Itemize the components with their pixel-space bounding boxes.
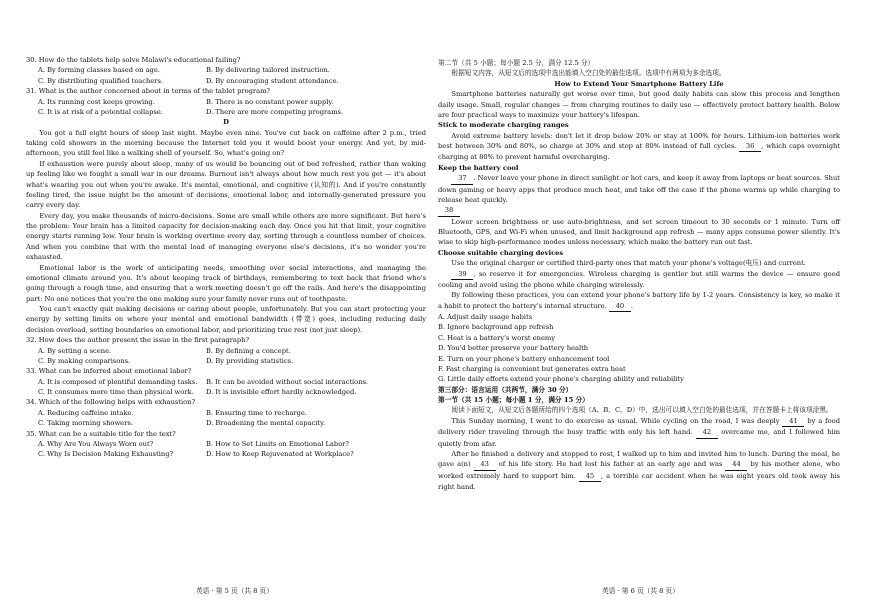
q34-option-b: B. Ensuring time to recharge.: [206, 408, 307, 417]
q31-option-a: A. Its running cost keeps growing.: [38, 97, 155, 106]
cloze2-part-c: by his mother alone, who worked extremely hard to support him.: [438, 460, 840, 480]
passage-d-paragraph-1: You got a full eight hours of sleep last night. Maybe even nine. You've cut back on caffeine after 2 p.m., tried taking cold showers in the morning because the Internet told you it would boost your energy. And yet, by mid-afternoon, you still feel like a walking shell of yourself. So, what's going on?: [26, 128, 426, 158]
p5-text-after: .: [630, 301, 634, 310]
paragraph-fast-charging: [438, 269, 840, 291]
q32-option-a: A. By setting a scene.: [38, 346, 112, 355]
paragraph-screen-settings: Lower screen brightness or use auto-brightness, and set screen timeout to 30 seconds or 1 minute. Turn off Bluetooth, GPS, and Wi-Fi when unused, and limit background app refresh — many apps consume power silently. It's wise to skip high-performance modes unless necessary, which make the battery run out fast.: [438, 217, 840, 247]
question-33: [26, 366, 426, 397]
blank-38-line: [438, 205, 840, 216]
cloze1-part-c: overcame me, and I followed him quietly from afar.: [438, 428, 840, 448]
question-30-stem: 30. How do the tablets help solve Malawi's educational failing?: [26, 56, 241, 64]
q32-option-b: B. By defining a concept.: [206, 346, 291, 355]
option-g: G. Little daily efforts extend your phone's charging ability and reliability: [438, 375, 684, 384]
blank-39: 39: [451, 269, 473, 280]
blank-37: 37: [451, 173, 473, 184]
blank-43: 43: [474, 459, 496, 470]
q34-option-d: D. Broadening the mental capacity.: [206, 419, 326, 428]
cloze2-part-a: After he finished a delivery and stopped to rest, I walked up to him and invited him to lunch. During the meal, he gave a(n): [438, 449, 840, 469]
subheading-keep-cool: Keep the battery cool: [438, 163, 519, 172]
q33-option-a: A. It is composed of plentiful demanding tasks.: [38, 377, 198, 386]
blank-40: 40: [609, 301, 631, 312]
question-34-stem: 34. Which of the following helps with exhaustion?: [26, 398, 196, 407]
option-f: F. Fast charging is convenient but generates extra heat: [438, 364, 626, 373]
q34-option-a: A. Reducing caffeine intake.: [38, 408, 134, 417]
question-31: [26, 86, 426, 117]
cloze2-part-b: of his life story. He had lost his father at an early age and was: [498, 460, 723, 469]
blank-45: 45: [579, 471, 601, 482]
passage-d-label: D: [223, 118, 229, 127]
q31-option-b: B. There is no constant power supply.: [206, 97, 334, 106]
p4-text-after: , so reserve it for emergencies. Wireless charging is gentler but still warms the device — ensure good cooling and avoid using the phone while charging wirelessly.: [438, 269, 840, 289]
q35-option-b: B. How to Set Limits on Emotional Labor?: [206, 439, 350, 448]
option-b: B. Ignore background app refresh: [438, 323, 554, 332]
p1-text-before: Avoid extreme battery levels: don't let it drop below 20% or stay at 100% for hours. Lithium-ion batteries work best between 30% and 80%, so charge at 30% and stop at 80% instead of full cycles.: [438, 131, 840, 150]
q32-option-d: D. By providing statistics.: [206, 356, 294, 365]
q35-option-a: A. Why Are You Always Worn out?: [38, 439, 154, 448]
part-3-heading: 第三部分：语言运用（共两节，满分 30 分）: [438, 385, 573, 394]
paragraph-charger-intro: Use the original charger or certified third-party ones that match your phone's voltage(电压) and current.: [451, 259, 806, 268]
passage-title: How to Extend Your Smartphone Battery Life: [554, 79, 724, 88]
cloze1-part-b: by a food delivery rider traveling through the busy traffic with only his left hand.: [438, 416, 840, 437]
right-column: [438, 58, 840, 492]
subheading-charging-devices: Choose suitable charging devices: [438, 248, 564, 257]
question-32: [26, 335, 426, 366]
passage-intro: Smartphone batteries naturally get worse over time, but good daily habits can slow this process and lengthen daily usage. Small, regular changes — from charging routines to daily use — effectively protect battery health. Below are four practical ways to maximize your battery's lifespan.: [438, 90, 840, 119]
option-c: C. Heat is a battery's worst enemy: [438, 333, 556, 342]
section-2-heading: 第二节（共 5 小题；每小题 2.5 分，满分 12.5 分）: [438, 59, 595, 67]
answer-options-list: [438, 312, 840, 385]
blank-41: 41: [782, 416, 804, 427]
paragraph-conclusion: [438, 290, 840, 312]
left-column: [26, 55, 426, 460]
section-2-instruction: 根据短文内容，从短文后的选项中选出能填入空白处的最佳选项。选项中有两项为多余选项。: [451, 69, 726, 78]
cloze1-part-a: This Sunday morning, I went to do exercise as usual. While cycling on the road, I was deeply: [451, 416, 780, 425]
q32-option-c: C. By making comparisons.: [38, 356, 131, 365]
q30-option-c: C. By distributing qualified teachers.: [38, 76, 164, 85]
cloze-paragraph-1: [438, 416, 840, 449]
q31-option-d: D. There are more competing programs.: [206, 107, 344, 116]
left-page-footer: 英语 · 第 5 页（共 8 页）: [196, 587, 273, 595]
question-34: [26, 397, 426, 428]
blank-38: 38: [438, 205, 460, 216]
q33-option-d: D. It is invisible effort hardly acknowledged.: [206, 388, 357, 396]
q30-option-b: B. By delivering tailored instruction.: [206, 66, 330, 75]
blank-42: 42: [696, 427, 718, 438]
passage-d-paragraph-5: You can't exactly quit making decisions or caring about people, unfortunately. But you can start protecting your energy by setting limits on where your mental and emotional bandwidth (带宽) goes, including reducing daily decision overload, setting boundaries on emotional labor, and prioritizing true rest (not just sleep).: [26, 305, 426, 334]
q33-option-b: B. It can be avoided without social interactions.: [206, 377, 369, 386]
p2-text: . Never leave your phone in direct sunlight or hot cars, and keep it away from laptops or heat sources. Shut down gaming or heavy apps that produce much heat, and take off the case if the phone warms up while charging to release heat quickly.: [438, 174, 840, 204]
cloze-instruction: 阅读下面短文，从短文后各题所给的四个选项（A、B、C、D）中，选出可以填入空白处的最佳选项，并在答题卡上将该项涂黑。: [451, 406, 833, 415]
paragraph-charging-ranges: [438, 131, 840, 163]
option-a: A. Adjust daily usage habits: [438, 313, 533, 321]
blank-36: 36: [739, 141, 761, 152]
q34-option-c: C. Taking morning showers.: [38, 419, 133, 428]
question-33-stem: 33. What can be inferred about emotional labor?: [26, 367, 192, 376]
q30-option-d: D. By encouraging student attendance.: [206, 76, 339, 85]
q33-option-c: C. It consumes more time than physical work.: [38, 388, 194, 396]
paragraph-keep-cool: [438, 173, 840, 205]
cloze2-part-d: , a terrible car accident when he was eight years old took away his right hand.: [438, 471, 840, 491]
right-page-footer: 英语 · 第 6 页（共 8 页）: [602, 587, 679, 595]
q31-option-c: C. It is at risk of a potential collapse.: [38, 107, 163, 116]
subheading-charging-ranges: Stick to moderate charging ranges: [438, 121, 569, 130]
passage-d-paragraph-2: If exhaustion were purely about sleep, many of us would be bouncing out of bed refreshed, rather than waking up feeling like we fought a small war in our dreams. Burnout isn't always about how much rest you get — it's about what's wearing you out when you're awake. It's mental, emotional, and cognitive (认知的). And if you're constantly feeling tired, the issue might be the amount of decisions, emotional labor, and internally-generated pressure you carry every day.: [26, 159, 426, 210]
question-31-stem: 31. What is the author concerned about in terms of the tablet program?: [26, 87, 270, 96]
option-e: E. Turn on your phone's battery enhancement tool: [438, 354, 610, 363]
cloze-paragraph-2: [438, 449, 840, 493]
question-30: [26, 55, 426, 86]
q35-option-d: D. How to Keep Rejuvenated at Workplace?: [206, 450, 354, 459]
q30-option-a: A. By forming classes based on age.: [38, 66, 160, 75]
p5-text-before: By following these practices, you can extend your phone's battery life by 1-2 years. Consistency is key, so make it a habit to protect the battery's internal structure.: [438, 291, 840, 310]
option-d: D. You'd better preserve your battery health: [438, 344, 589, 353]
passage-d-paragraph-3: Every day, you make thousands of micro-decisions. Some are small while others are more significant. But here's the problem: Your brain has a limited capacity for decision-making each day. Once you hit that limit, your cognitive energy starts running low. Your brain is working overtime every day, sorting through a countless number of choices. And when you combine that with the mental load of managing everyone else's decisions, it's no wonder you're exhausted.: [26, 211, 426, 262]
q35-option-c: C. Why Is Decision Making Exhausting?: [38, 450, 174, 459]
cloze-section-heading: 第一节（共 15 小题；每小题 1 分，满分 15 分）: [438, 396, 589, 404]
question-32-stem: 32. How does the author present the issue in the first paragraph?: [26, 336, 250, 345]
p1-text-after: , which caps overnight charging at 80% to prevent harmful overcharging.: [438, 142, 840, 162]
blank-44: 44: [725, 459, 747, 470]
question-35: [26, 429, 426, 460]
question-35-stem: 35. What can be a suitable title for the text?: [26, 429, 176, 438]
passage-d-paragraph-4: Emotional labor is the work of anticipating needs, smoothing over social interactions, and managing the emotional climate around you. It's about keeping track of birthdays, remembering to text back that friend who's going through a rough time, and ensuring that a work meeting doesn't go off the rails. And here's the disappointing part: No one notices that you're the one making sure your family never runs out of toothpaste.: [26, 263, 426, 303]
